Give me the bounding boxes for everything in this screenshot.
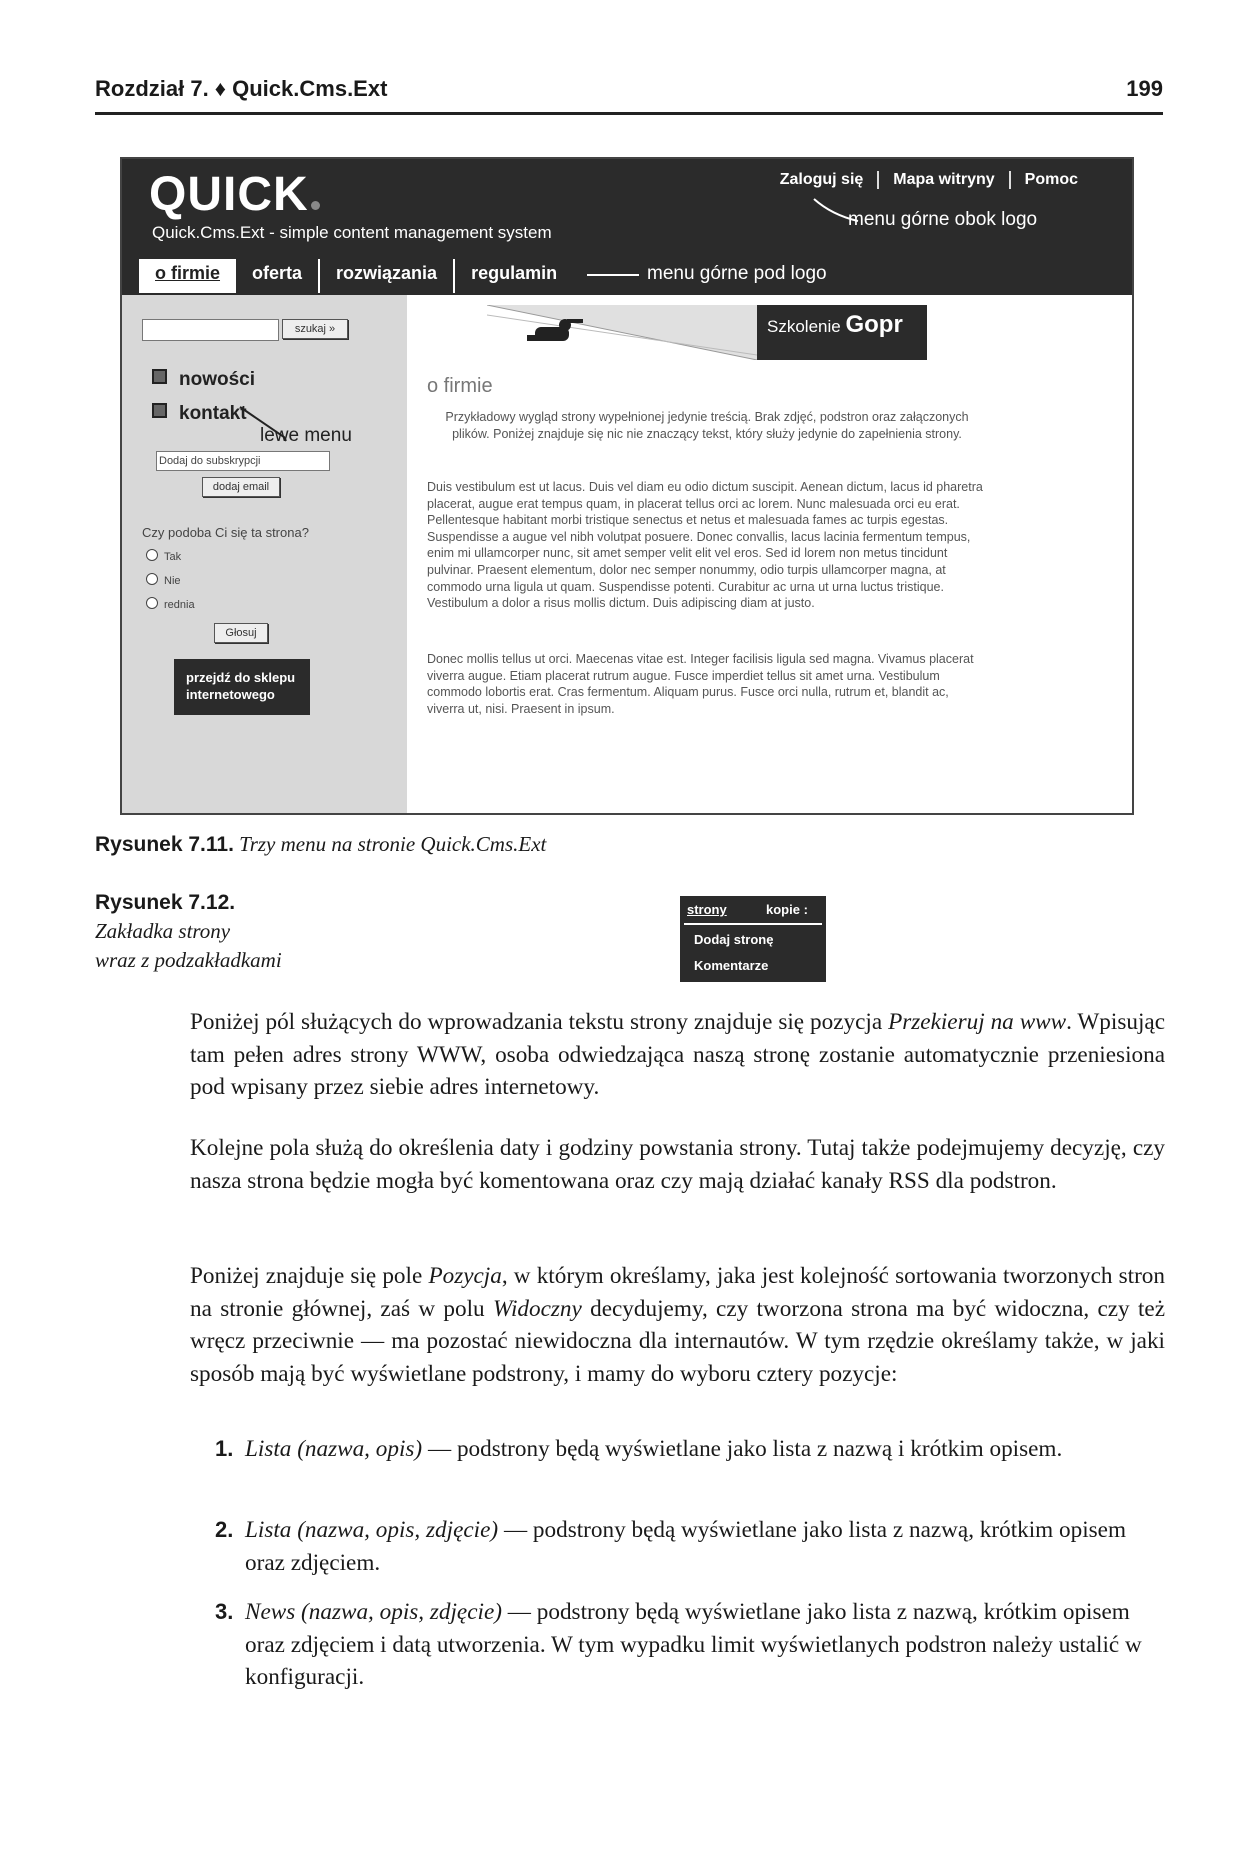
figure-tab-with-subtabs: [680, 896, 826, 982]
subtab-comments[interactable]: Komentarze: [694, 958, 769, 973]
site-header: [122, 159, 1132, 295]
search-input[interactable]: [142, 319, 279, 341]
tab-rozwiazania[interactable]: rozwiązania: [318, 259, 453, 293]
tab-oferta[interactable]: oferta: [252, 263, 303, 283]
figure-caption-2: Rysunek 7.12. Zakładka strony wraz z podzakładkami: [95, 891, 282, 972]
list-item: 2. Lista (nazwa, opis, zdjęcie) — podstrony będą wyświetlane jako lista z nazwą, krótkim opisem oraz zdjęciem.: [215, 1517, 1126, 1576]
tab-kopie[interactable]: kopie :: [766, 902, 808, 917]
poll-option-no[interactable]: Nie: [146, 573, 181, 587]
page-title: o firmie: [427, 375, 493, 397]
left-menu-item-news[interactable]: nowości: [152, 369, 255, 391]
top-menu: [766, 171, 1092, 189]
subscribe-input[interactable]: Dodaj do subskrypcji: [156, 451, 330, 471]
banner-image: [487, 305, 927, 360]
banner-text: Szkolenie Gopr: [767, 311, 903, 338]
tab-o-firmie[interactable]: o firmie: [139, 259, 236, 293]
body-paragraph-2: Donec mollis tellus ut orci. Maecenas vitae est. Integer facilisis ligula sed magna. Vivamus placerat viverra augue. Etiam placerat rutrum augue. Fusce imperdiet tellus sit amet urna. Vestibulum commodo lobortis erat. Cras fermentum. Aliquam purus. Fusce orci nulla, rutrum et, blandit ac, viverra ut, nisi. Praesent in ipsum.: [427, 652, 974, 716]
annotation-line-tabs: [587, 272, 642, 278]
left-sidebar: [122, 295, 407, 813]
search-button[interactable]: szukaj »: [282, 319, 348, 339]
site-logo: QUICK: [149, 167, 320, 222]
vote-button[interactable]: Głosuj: [214, 623, 268, 643]
body-paragraph-1: Duis vestibulum est ut lacus. Duis vel diam eu odio dictum suscipit. Aenean dictum, lacus id pharetra placerat, augue erat tempus quam, in placerat tellus orci ac lorem. Nunc malesuada orci eu erat. Pellentesque habitant morbi tristique senectus et netus et malesuada fames ac turpis egestas. Suspendisse a augue vel nibh volutpat posuere. Donec convallis, lacus lacinia fermentum tempus, enim mi ullamcorper nunc, sit amet semper velit elit vel eros. Sed id lorem non metus tincidunt pulvinar. Praesent elementum, dolor nec semper nonummy, odio turpis ullamcorper magna, at commodo urna ligula ut quam. Suspendisse potenti. Curabitur ac urna ut urna luctus tristique. Vestibulum a dolor a risus mollis dictum. Duis adipiscing diam at justo.: [427, 480, 983, 611]
tab-regulamin[interactable]: regulamin: [453, 259, 573, 293]
left-menu-item-contact[interactable]: kontakt: [152, 403, 247, 425]
radio-icon: [146, 597, 158, 609]
tab-separator: [684, 923, 822, 925]
tab-menu: [139, 259, 573, 293]
figure-caption-1: Rysunek 7.11. Trzy menu na stronie Quick.Cms.Ext: [95, 832, 547, 856]
annotation-left-menu: lewe menu: [260, 425, 352, 446]
list-item: 1. Lista (nazwa, opis) — podstrony będą wyświetlane jako lista z nazwą i krótkim opisem.: [215, 1436, 1063, 1462]
poll-option-medium[interactable]: rednia: [146, 597, 195, 611]
radio-icon: [146, 573, 158, 585]
poll-option-yes[interactable]: Tak: [146, 549, 181, 563]
paragraph-2: Kolejne pola służą do określenia daty i godziny powstania strony. Tutaj także podejmujemy decyzję, czy nasza strona będzie mogła być komentowana oraz czy mają działać kanały RSS dla podstron.: [190, 1135, 1165, 1194]
add-email-button[interactable]: dodaj email: [202, 477, 280, 497]
chapter-title: Rozdział 7. ♦ Quick.Cms.Ext: [95, 76, 388, 101]
intro-text: Przykładowy wygląd strony wypełnionej jedynie treścią. Brak zdjęć, podstron oraz załączonych plików. Poniżej znajduje się nic nie znaczący tekst, który służy jedynie do zapełnienia strony.: [445, 410, 969, 441]
top-menu-item-help[interactable]: Pomoc: [1009, 171, 1092, 189]
tab-strony[interactable]: strony: [687, 902, 727, 917]
radio-icon: [146, 549, 158, 561]
page-number: 199: [1126, 76, 1163, 101]
main-content: [407, 295, 1132, 813]
bullet-icon: [152, 403, 167, 418]
poll-question: Czy podoba Ci się ta strona?: [142, 525, 309, 540]
bullet-icon: [152, 369, 167, 384]
annotation-top-menu: menu górne obok logo: [848, 209, 1038, 230]
top-menu-item-login[interactable]: Zaloguj się: [779, 171, 864, 188]
shop-button[interactable]: przejdź do sklepu internetowego: [174, 659, 310, 715]
subtab-add-page[interactable]: Dodaj stronę: [694, 932, 774, 947]
running-header: [95, 76, 1163, 115]
annotation-tab-menu: menu górne pod logo: [647, 263, 827, 284]
figure-quickcms-screenshot: [120, 157, 1134, 815]
top-menu-item-sitemap[interactable]: Mapa witryny: [877, 171, 1008, 189]
list-item: 3. News (nazwa, opis, zdjęcie) — podstrony będą wyświetlane jako lista z nazwą, krótkim opisem oraz zdjęciem i datą utworzenia. W tym wypadku limit wyświetlanych podstron należy ustalić w konfiguracji.: [215, 1599, 1142, 1690]
site-tagline: Quick.Cms.Ext - simple content management system: [152, 223, 552, 242]
paragraph-3: Poniżej znajduje się pole Pozycja, w którym określamy, jaka jest kolejność sortowania tworzonych stron na stronie głównej, zaś w polu Widoczny decydujemy, czy tworzona strona ma być widoczna, czy też wręcz przeciwnie — ma pozostać niewidoczna dla internautów. W tym rzędzie określamy także, w jaki sposób mają być wyświetlane podstrony, i mamy do wyboru cztery pozycje:: [190, 1263, 1165, 1387]
paragraph-1: Poniżej pól służących do wprowadzania tekstu strony znajduje się pozycja Przekieruj na www. Wpisując tam pełen adres strony WWW, osoba odwiedzająca naszą stronę zostanie automatycznie przeniesiona pod wpisany przez siebie adres internetowy.: [190, 1009, 1165, 1100]
